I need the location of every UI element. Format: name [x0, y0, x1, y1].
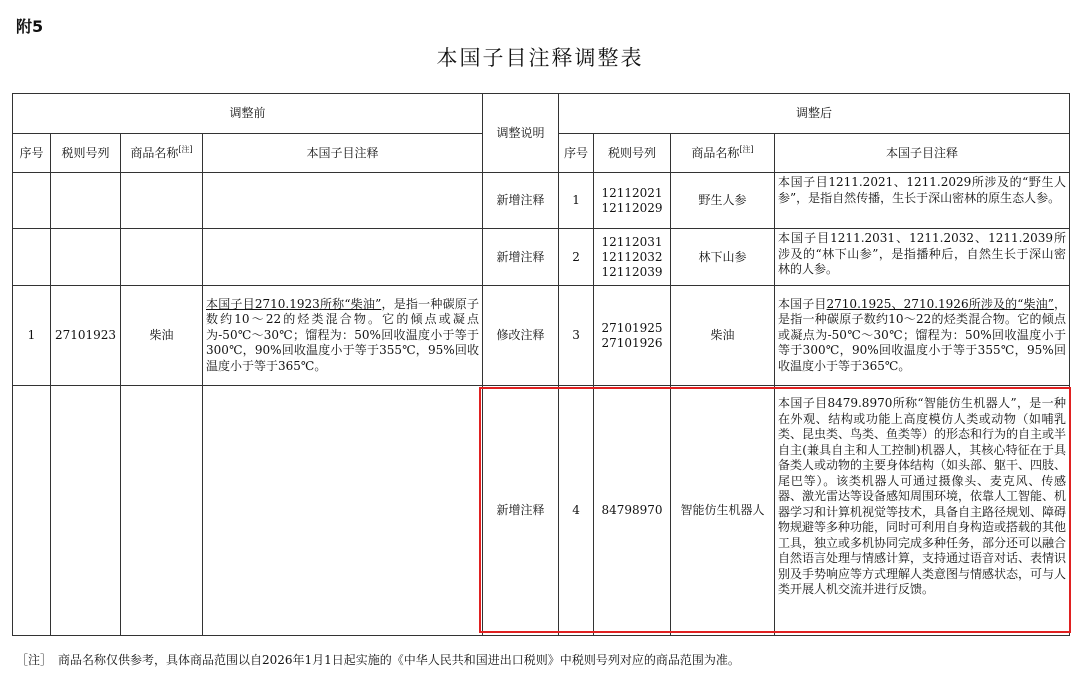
header-explanation: 调整说明 [483, 94, 559, 173]
after-note-prefix: 本国子目 [778, 296, 827, 311]
before-name [121, 386, 203, 636]
after-code: 12112032 [601, 249, 663, 264]
header-after-code: 税则号列 [594, 134, 671, 173]
before-seq [13, 386, 51, 636]
after-note-rest: ，是指一种碳原子数约10～22的烃类混合物。它的倾点或凝点为-50℃～30℃；馏程为：50%回收温度小于等于300℃，90%回收温度小于等于355℃，95%回收温度小于等于365℃。 [778, 296, 1067, 373]
before-name [121, 229, 203, 286]
after-name: 智能仿生机器人 [671, 386, 775, 636]
header-after-note: 本国子目注释 [775, 134, 1070, 173]
note-marker: [注] [739, 144, 754, 154]
header-after: 调整后 [559, 94, 1070, 134]
after-codes [594, 173, 671, 229]
after-seq: 1 [559, 173, 594, 229]
after-codes [594, 286, 671, 386]
before-code: 27101923 [51, 286, 121, 386]
note-marker: [注] [178, 144, 193, 154]
after-code: 27101926 [601, 335, 663, 350]
header-before-note: 本国子目注释 [203, 134, 483, 173]
after-codes [594, 386, 671, 636]
table-row [13, 229, 1070, 286]
footnote: ［注］ 商品名称仅供参考，具体商品范围以自2026年1月1日起实施的《中华人民共和国进出口税则》中税则号列对应的商品范围为准。 [16, 653, 740, 667]
header-row-1 [13, 94, 1070, 134]
before-code [51, 386, 121, 636]
explanation: 修改注释 [483, 286, 559, 386]
page-title: 本国子目注释调整表 [436, 46, 644, 70]
after-note [775, 286, 1070, 386]
before-code [51, 229, 121, 286]
after-name: 柴油 [671, 286, 775, 386]
header-after-seq: 序号 [559, 134, 594, 173]
before-name [121, 173, 203, 229]
after-code: 12112039 [601, 264, 663, 279]
before-seq: 1 [13, 286, 51, 386]
after-seq: 2 [559, 229, 594, 286]
after-code: 12112029 [601, 200, 663, 215]
table-row [13, 286, 1070, 386]
attachment-label: 附5 [16, 17, 44, 36]
table-row [13, 173, 1070, 229]
after-note: 本国子目1211.2021、1211.2029所涉及的“野生人参”，是指自然传播，生长于深山密林的原生态人参。 [775, 173, 1070, 229]
before-note [203, 229, 483, 286]
before-note [203, 173, 483, 229]
header-after-name: 商品名称[注] [671, 134, 775, 173]
after-note: 本国子目1211.2031、1211.2032、1211.2039所涉及的“林下山参”，是指播种后，自然生长于深山密林的人参。 [775, 229, 1070, 286]
after-note-underlined: 2710.1925、2710.1926所涉及的“柴油” [826, 296, 1054, 311]
after-code: 27101925 [601, 320, 663, 335]
after-seq: 3 [559, 286, 594, 386]
annotation-table [12, 93, 1070, 636]
after-note: 本国子目8479.8970所称“智能仿生机器人”，是一种在外观、结构或功能上高度模仿人类或动物（如哺乳类、昆虫类、鸟类、鱼类等）的形态和行为的自主或半自主(兼具自主和人工控制)机器人，其核心特征在于具备类人或动物的主要身体结构（如头部、躯干、四肢、尾巴等）。该类机器人可通过摄像头、麦克风、传感器、激光雷达等设备感知周围环境，依靠人工智能、机器学习和计算机视觉等技术，具备自主路径规划、障碍物规避等多种功能，同时可利用自身构造或搭载的其他工具，独立或多机协同完成多种任务，部分还可以融合自然语言处理与情感计算，支持通过语音对话、表情识别及手势响应等方式理解人类意图与情感状态，可与人类开展人机交流并进行反馈。 [775, 386, 1070, 636]
before-code [51, 173, 121, 229]
before-name: 柴油 [121, 286, 203, 386]
after-codes [594, 229, 671, 286]
header-before: 调整前 [13, 94, 483, 134]
after-name: 林下山参 [671, 229, 775, 286]
explanation: 新增注释 [483, 386, 559, 636]
header-before-name: 商品名称[注] [121, 134, 203, 173]
before-note [203, 286, 483, 386]
before-seq [13, 173, 51, 229]
after-code: 84798970 [601, 503, 663, 517]
after-code: 12112031 [601, 234, 663, 249]
before-note [203, 386, 483, 636]
header-before-seq: 序号 [13, 134, 51, 173]
after-name: 野生人参 [671, 173, 775, 229]
after-seq: 4 [559, 386, 594, 636]
before-note-rest: ，是指一种碳原子数约10～22的烃类混合物。它的倾点或凝点为-50℃～30℃；馏程为：50%回收温度小于等于300℃，90%回收温度小于等于355℃，95%回收温度小于等于365℃。 [206, 296, 480, 373]
table-row [13, 386, 1070, 636]
explanation: 新增注释 [483, 173, 559, 229]
header-before-code: 税则号列 [51, 134, 121, 173]
before-note-underlined: 本国子目2710.1923所称“柴油” [206, 296, 382, 311]
explanation: 新增注释 [483, 229, 559, 286]
after-code: 12112021 [601, 185, 663, 200]
before-seq [13, 229, 51, 286]
